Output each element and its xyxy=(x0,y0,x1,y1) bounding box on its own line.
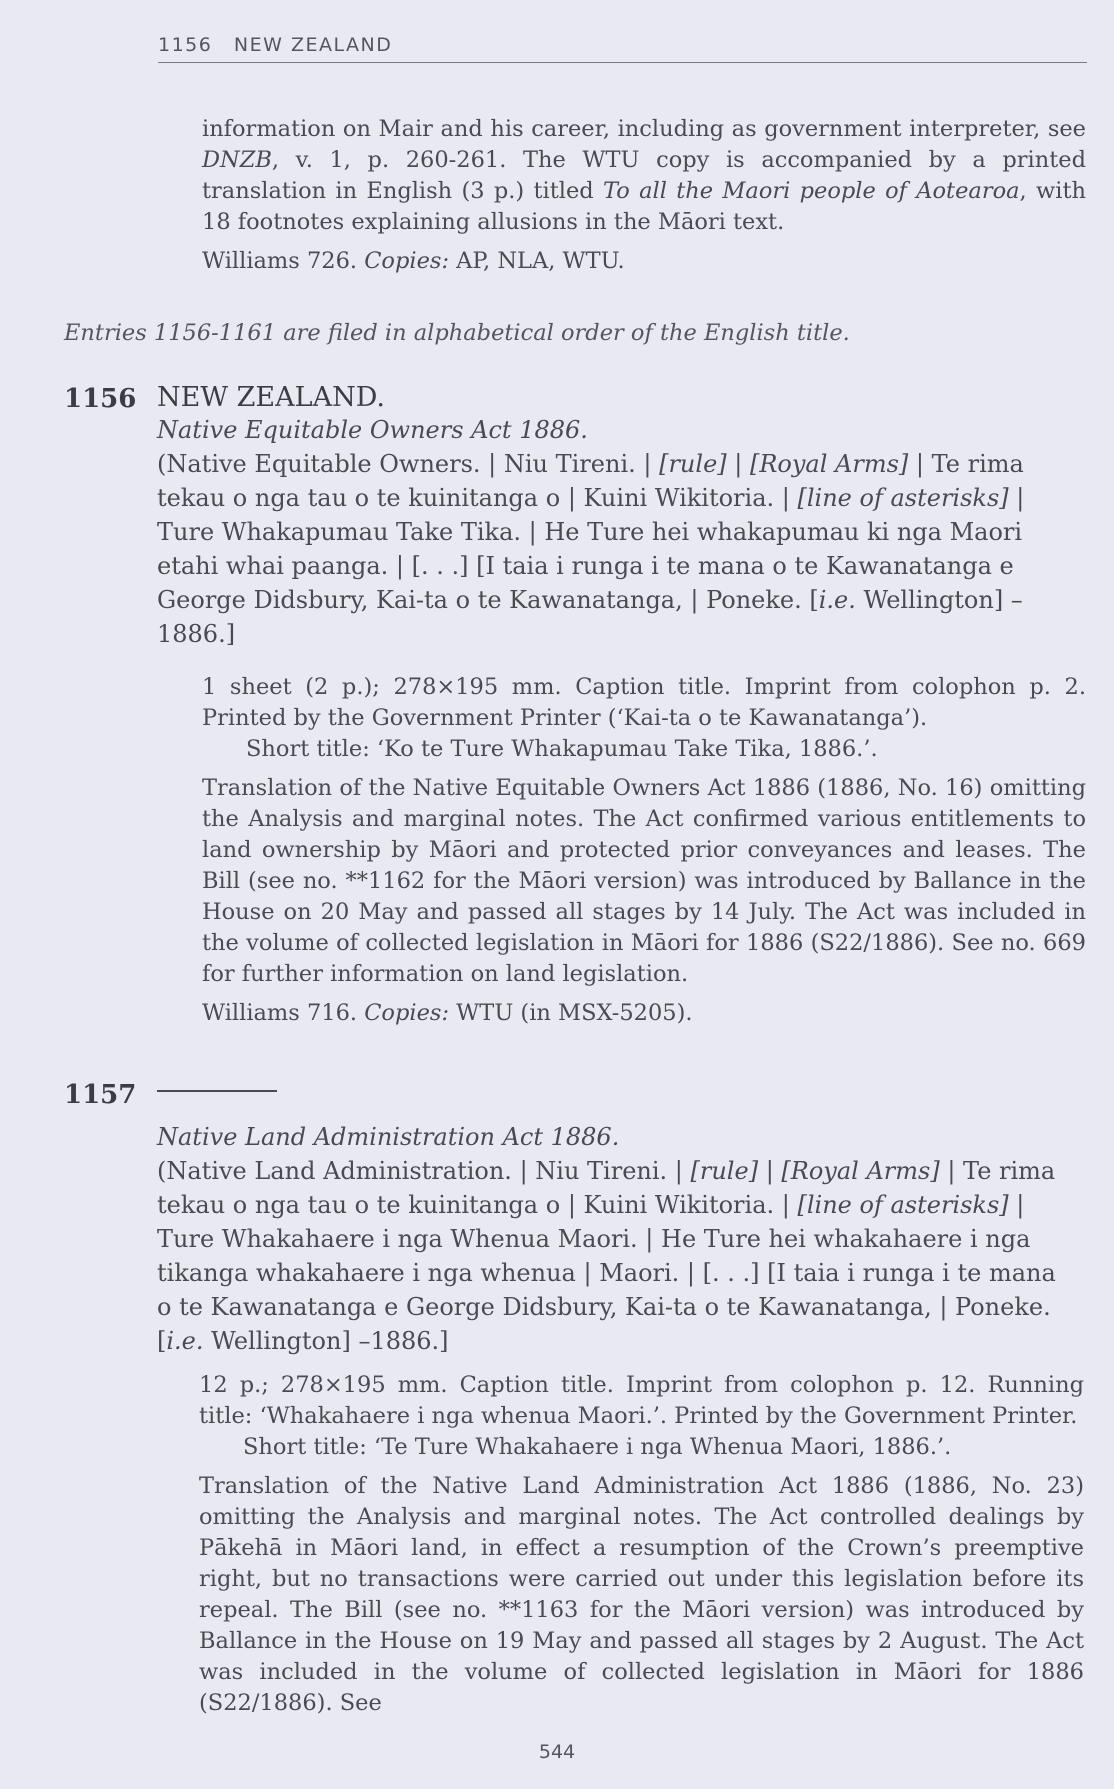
running-head xyxy=(158,34,1087,63)
italic-text-run: i.e. xyxy=(166,1327,204,1355)
text-run: | Ture Whakahaere i nga Whenua Maori. | He Ture hei whakahaere i nga tikanga whakahaere i nga whenua | Maori. | [. . .] [I taia i runga i te mana o te Kawanatanga e George Didsbury, Kai-ta o te Kawanatanga, | Poneke. [ xyxy=(157,1191,1056,1355)
entry-1157 xyxy=(157,1120,1062,1358)
text-run: Wellington] –1886.] xyxy=(203,1327,449,1355)
bibliography-reference: Williams 716. xyxy=(202,1000,365,1026)
running-head-entry-number: 1156 xyxy=(158,34,213,56)
italic-text-run: i.e. xyxy=(818,586,856,614)
italic-text-run: [line of asterisks] xyxy=(797,484,1009,512)
title-transcription xyxy=(157,447,1029,651)
italic-text-run: DNZB xyxy=(202,147,272,173)
bibliography-reference: Williams 726. xyxy=(202,248,365,274)
physical-description: 1 sheet (2 p.); 278×195 mm. Caption title. Imprint from colophon p. 2. Printed by the Government Printer (‘Kai-ta o te Kawanatanga’). xyxy=(202,674,1086,731)
italic-text-run: [Royal Arms] xyxy=(749,450,909,478)
title-transcription xyxy=(157,1154,1062,1358)
previous-entry-continuation xyxy=(202,114,1086,277)
text-run: | Te rima tekau o nga tau o te kuinitanga o | Kuini Wikitoria. | xyxy=(157,450,1024,512)
text-run: (Native Equitable Owners. | Niu Tireni. | xyxy=(157,450,660,478)
text-run: | xyxy=(758,1157,782,1185)
short-title: Short title: ‘Te Ture Whakahaere i nga Whenua Maori, 1886.’. xyxy=(243,1434,952,1460)
entry-title: Native Equitable Owners Act 1886. xyxy=(157,416,588,444)
italic-text-run: To all the Maori people of Aotearoa xyxy=(603,178,1020,204)
running-head-heading: NEW ZEALAND xyxy=(233,34,393,56)
entry-number: 1157 xyxy=(64,1080,137,1110)
entry-number: 1156 xyxy=(64,384,137,414)
entry-1156 xyxy=(157,382,1029,651)
italic-text-run: [line of asterisks] xyxy=(797,1191,1009,1219)
entry-note: Translation of the Native Land Administration Act 1886 (1886, No. 23) omitting the Analysis and marginal notes. The Act controlled dealings by Pākehā in Māori land, in effect a resumption of the Crown’s preemptive right, but no transactions were carried out under this legislation before its repeal. The Bill (see no. **1163 for the Māori version) was introduced by Ballance in the House on 19 May and passed all stages by 2 August. The Act was included in the volume of collected legislation in Māori for 1886 (S22/1886). See xyxy=(199,1473,1084,1716)
text-run: (Native Land Administration. | Niu Tireni. | xyxy=(157,1157,691,1185)
page-number: 544 xyxy=(538,1741,576,1763)
entry-1156-notes xyxy=(202,672,1086,1029)
copies-holdings: AP, NLA, WTU. xyxy=(449,248,625,274)
short-title: Short title: ‘Ko te Ture Whakapumau Take Tika, 1886.’. xyxy=(246,736,878,762)
entry-title: Native Land Administration Act 1886. xyxy=(157,1123,620,1151)
text-run: , with 18 footnotes explaining allusions in the Māori text. xyxy=(202,178,1086,235)
entry-note: Translation of the Native Equitable Owners Act 1886 (1886, No. 16) omitting the Analysis and marginal notes. The Act confirmed various entitlements to land ownership by Māori and protected prior conveyances and leases. The Bill (see no. **1162 for the Māori version) was introduced by Ballance in the House on 20 May and passed all stages by 14 July. The Act was included in the volume of collected legislation in Māori for 1886 (S22/1886). See no. 669 for further information on land legislation. xyxy=(202,775,1086,987)
text-run: | Te rima tekau o nga tau o te kuinitanga o | Kuini Wikitoria. | xyxy=(157,1157,1056,1219)
filing-note: Entries 1156-1161 are filed in alphabetical order of the English title. xyxy=(64,320,850,346)
physical-description: 12 p.; 278×195 mm. Caption title. Imprint from colophon p. 12. Running title: ‘Whakahaere i nga whenua Maori.’. Printed by the Government Printer. xyxy=(199,1372,1084,1429)
previous-entry-note xyxy=(202,114,1086,238)
entry-bibliography xyxy=(202,998,1086,1029)
text-run: information on Mair and his career, including as government interpreter, see xyxy=(202,116,1086,142)
copies-holdings: WTU (in MSX-5205). xyxy=(449,1000,693,1026)
heading-dash-rule xyxy=(157,1090,277,1092)
text-run: | Ture Whakapumau Take Tika. | He Ture hei whakapumau ki nga Maori etahi whai paanga. | [. . .] [I taia i runga i te mana o te Kawanatanga e George Didsbury, Kai-ta o te Kawanatanga, | Poneke. [ xyxy=(157,484,1025,614)
copies-label: Copies: xyxy=(364,248,450,274)
italic-text-run: [rule] xyxy=(690,1157,759,1185)
italic-text-run: [rule] xyxy=(659,450,727,478)
text-run: , v. 1, p. 260-261. The WTU copy is accompanied by a printed translation in English (3 p.) titled xyxy=(202,147,1086,204)
text-run: | xyxy=(726,450,750,478)
copies-label: Copies: xyxy=(364,1000,450,1026)
previous-entry-bibliography xyxy=(202,246,1086,277)
entry-1157-notes xyxy=(199,1370,1084,1719)
repeated-heading-dash xyxy=(157,1080,277,1099)
italic-text-run: [Royal Arms] xyxy=(781,1157,940,1185)
entry-heading: NEW ZEALAND. xyxy=(157,382,385,413)
text-run: Wellington] –1886.] xyxy=(157,586,1023,648)
